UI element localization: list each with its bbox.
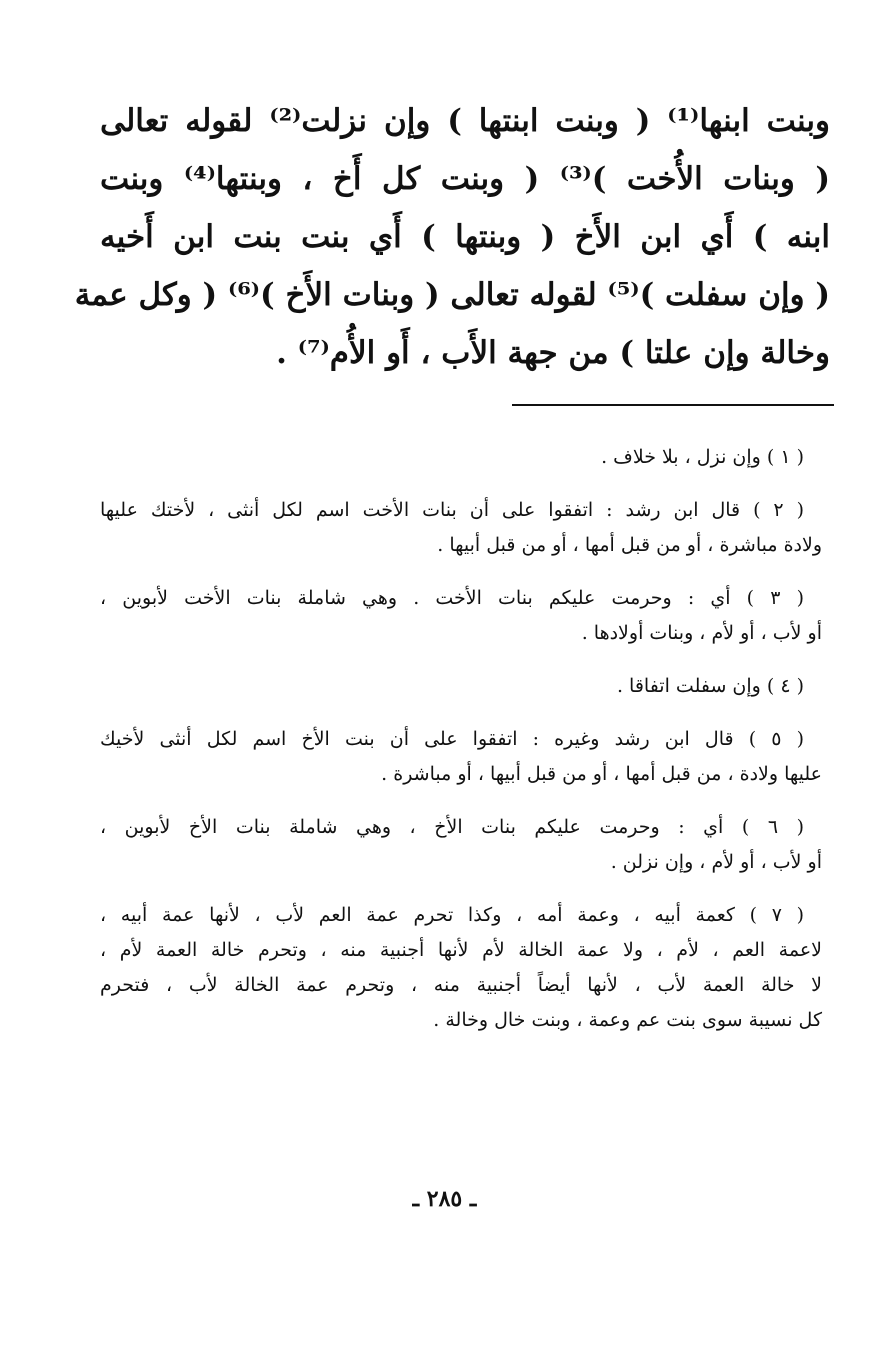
footnote-5 — [100, 722, 822, 792]
footnote-4 — [100, 669, 822, 704]
main-text-line: وخالة وإن علتا ) من جهة الأَب ، أَو الأُم⁽⁷⁾ . — [276, 335, 830, 371]
footnote-2 — [100, 493, 822, 563]
footnote-line: ( ١ ) وإن نزل ، بلا خلاف . — [601, 446, 804, 468]
main-text-line: ابنه ) أَي ابن الأَخ ( وبنتها ) أَي بنت بنت ابن أَخيه — [100, 219, 830, 255]
footnote-line: ولادة مباشرة ، أو من قبل أمها ، أو من قبل أبيها . — [437, 534, 822, 556]
footnote-line: لاعمة العم ، لأم ، ولا عمة الخالة لأم لأنها أجنبية منه ، وتحرم خالة العمة لأم ، — [100, 939, 822, 961]
main-text-line: ( وإن سفلت )⁽⁵⁾ لقوله تعالى ( وبنات الأَخ )⁽⁶⁾ ( وكل عمة — [74, 277, 830, 313]
footnote-line: لا خالة العمة لأب ، لأنها أيضاً أجنبية منه ، وتحرم عمة الخالة لأب ، فتحرم — [100, 974, 822, 996]
footnotes-section — [100, 440, 822, 1056]
page-number: ـ ٢٨٥ ـ — [412, 1186, 477, 1212]
footnote-1 — [100, 440, 822, 475]
main-text-line: وبنت ابنها⁽¹⁾ ( وبنت ابنتها ) وإن نزلت⁽²⁾ لقوله تعالى — [100, 103, 830, 139]
footnote-6 — [100, 810, 822, 880]
footnote-divider — [512, 404, 834, 406]
main-text-block — [74, 92, 830, 382]
footnote-3 — [100, 581, 822, 651]
footnote-line: كل نسيبة سوى بنت عم وعمة ، وبنت خال وخالة . — [433, 1009, 822, 1031]
footnote-line: ( ٦ ) أي : وحرمت عليكم بنات الأخ ، وهي شاملة بنات الأخ لأبوين ، — [100, 816, 805, 838]
footnote-line: ( ٥ ) قال ابن رشد وغيره : اتفقوا على أن بنت الأخ اسم لكل أنثى لأخيك — [100, 728, 804, 750]
footnote-line: ( ٣ ) أي : وحرمت عليكم بنات الأخت . وهي شاملة بنات الأخت لأبوين ، — [100, 587, 804, 609]
footnote-line: ( ٢ ) قال ابن رشد : اتفقوا على أن بنات الأخت اسم لكل أنثى ، لأختك عليها — [100, 499, 804, 521]
footnote-line: ( ٤ ) وإن سفلت اتفاقا . — [616, 675, 804, 697]
footnote-7 — [100, 898, 822, 1038]
footnote-line: عليها ولادة ، من قبل أمها ، أو من قبل أبيها ، أو مباشرة . — [381, 763, 822, 785]
footnote-line: أو لأب ، أو لأم ، وبنات أولادها . — [581, 622, 822, 644]
footnote-line: أو لأب ، أو لأم ، وإن نزلن . — [610, 851, 822, 873]
main-text-line: ( وبنات الأُخت )⁽³⁾ ( وبنت كل أَخ ، وبنتها⁽⁴⁾ وبنت — [100, 161, 830, 197]
footnote-line: ( ٧ ) كعمة أبيه ، وعمة أمه ، وكذا تحرم عمة العم لأب ، لأنها عمة أبيه ، — [100, 904, 805, 926]
